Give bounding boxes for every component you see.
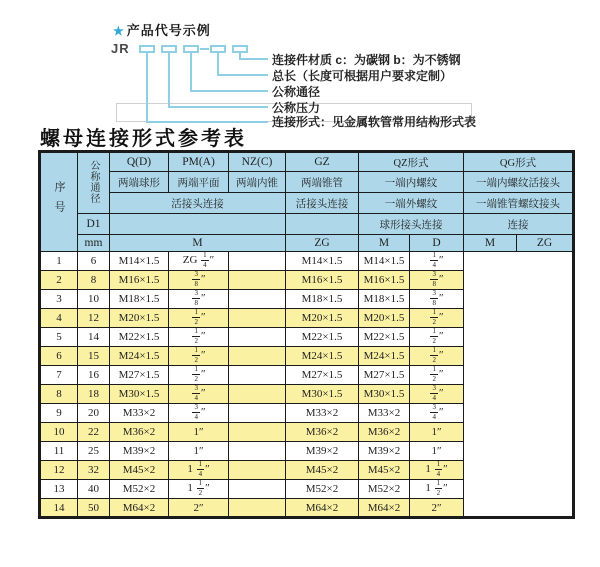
cell-qz-m: [229, 461, 286, 480]
connector-line: [168, 106, 268, 108]
cell-m: M24×1.5: [110, 347, 169, 366]
diagram-title: [113, 20, 211, 39]
code-label-pressure: 公称压力: [272, 101, 321, 115]
cell-gz-zg: $\frac{1}{2}$ ″: [169, 309, 229, 328]
code-box: [232, 45, 248, 53]
cell-qg-zg: 2″: [410, 499, 464, 518]
cell-qg-m: M22×1.5: [359, 328, 410, 347]
cell-qz-d: M16×1.5: [286, 271, 359, 290]
cell-m: M39×2: [110, 442, 169, 461]
cell-mm: 16: [78, 366, 110, 385]
header-qz-m: M: [359, 235, 410, 252]
table-row: [40, 347, 574, 366]
cell-qg-zg: $\frac{3}{8}$ ″: [410, 290, 464, 309]
cell-no: 10: [40, 423, 78, 442]
cell-mm: 15: [78, 347, 110, 366]
cell-qz-m: [229, 442, 286, 461]
table-row: [40, 328, 574, 347]
header-nz-desc: 两端内锥: [229, 172, 286, 193]
cell-qg-m: M18×1.5: [359, 290, 410, 309]
cell-no: 13: [40, 480, 78, 499]
header-form-pm: PM(A): [169, 152, 229, 172]
cell-qg-m: M14×1.5: [359, 252, 410, 271]
header-pm-desc: 两端平面: [169, 172, 229, 193]
header-mm: mm: [78, 235, 110, 252]
connector-line: [217, 74, 268, 76]
cell-m: M33×2: [110, 404, 169, 423]
cell-qg-m: M30×1.5: [359, 385, 410, 404]
code-label-diameter: 公称通径: [272, 85, 321, 99]
cell-qz-d: M20×1.5: [286, 309, 359, 328]
code-box: [210, 45, 226, 53]
header-form-qg: QG形式: [464, 152, 574, 172]
cell-gz-zg: $\frac{1}{2}$ ″: [169, 347, 229, 366]
cell-no: 11: [40, 442, 78, 461]
cell-qz-m: [229, 309, 286, 328]
cell-no: 9: [40, 404, 78, 423]
cell-qz-m: [229, 480, 286, 499]
cell-gz-zg: 2″: [169, 499, 229, 518]
cell-qg-m: M36×2: [359, 423, 410, 442]
cell-qg-m: M39×2: [359, 442, 410, 461]
cell-mm: 20: [78, 404, 110, 423]
cell-qg-m: M24×1.5: [359, 347, 410, 366]
header-qz-desc: 一端内螺纹: [359, 172, 464, 193]
cell-no: 2: [40, 271, 78, 290]
cell-m: M16×1.5: [110, 271, 169, 290]
cell-gz-zg: $\frac{1}{2}$ ″: [169, 328, 229, 347]
cell-qg-m: M45×2: [359, 461, 410, 480]
cell-m: M52×2: [110, 480, 169, 499]
cell-no: 3: [40, 290, 78, 309]
cell-qz-d: M14×1.5: [286, 252, 359, 271]
table-row: [40, 499, 574, 518]
cell-qg-zg: $\frac{3}{4}$ ″: [410, 404, 464, 423]
cell-qz-d: M30×1.5: [286, 385, 359, 404]
table-row: [40, 404, 574, 423]
code-box: [183, 45, 199, 53]
cell-gz-zg: 1 $\frac{1}{2}$ ″: [169, 480, 229, 499]
table-body: [40, 252, 574, 518]
table-row: [40, 423, 574, 442]
cell-m: M30×1.5: [110, 385, 169, 404]
code-label-length: 总长（长度可根据用户要求定制）: [272, 69, 453, 83]
cell-mm: 8: [78, 271, 110, 290]
product-code-prefix: JR: [111, 41, 130, 56]
header-qz-conn: 球形接头连接: [359, 214, 464, 235]
header-form-q: Q(D): [110, 152, 169, 172]
cell-m: M22×1.5: [110, 328, 169, 347]
header-qg-desc: 一端内螺纹活接头: [464, 172, 574, 193]
header-qz-desc2: 一端外螺纹: [359, 193, 464, 214]
cell-m: M27×1.5: [110, 366, 169, 385]
reference-table: [38, 150, 575, 519]
header-blank-gz: [286, 214, 359, 235]
code-label-material: 连接件材质 c：为碳钢 b：为不锈钢: [272, 53, 461, 67]
cell-mm: 50: [78, 499, 110, 518]
cell-gz-zg: 1″: [169, 423, 229, 442]
cell-qg-m: M27×1.5: [359, 366, 410, 385]
cell-qz-d: M24×1.5: [286, 347, 359, 366]
cell-qz-d: M64×2: [286, 499, 359, 518]
cell-qz-d: M36×2: [286, 423, 359, 442]
cell-m: M18×1.5: [110, 290, 169, 309]
cell-qg-m: M16×1.5: [359, 271, 410, 290]
cell-gz-zg: 1 $\frac{1}{4}$ ″: [169, 461, 229, 480]
cell-qz-m: [229, 499, 286, 518]
cell-m: M45×2: [110, 461, 169, 480]
table-row: [40, 252, 574, 271]
table-row: [40, 480, 574, 499]
cell-gz-zg: $\frac{3}{4}$ ″: [169, 404, 229, 423]
cell-mm: 12: [78, 309, 110, 328]
table-row: [40, 366, 574, 385]
cell-qz-d: M27×1.5: [286, 366, 359, 385]
cell-no: 1: [40, 252, 78, 271]
header-blank-qpn: [110, 214, 286, 235]
cell-qg-zg: $\frac{3}{8}$ ″: [410, 271, 464, 290]
cell-no: 6: [40, 347, 78, 366]
cell-qz-m: [229, 347, 286, 366]
star-icon: ★: [113, 24, 125, 38]
code-label-conn-form: 连接形式：见金属软管常用结构形式表: [272, 115, 477, 129]
cell-gz-zg: 1″: [169, 442, 229, 461]
header-qg-zg: ZG: [517, 235, 574, 252]
cell-gz-zg: $\frac{3}{4}$ ″: [169, 385, 229, 404]
cell-qg-zg: 1″: [410, 423, 464, 442]
cell-qz-m: [229, 385, 286, 404]
cell-qz-m: [229, 404, 286, 423]
header-union-conn: 活接头连接: [110, 193, 286, 214]
cell-gz-zg: $\frac{3}{8}$ ″: [169, 271, 229, 290]
table-row: [40, 385, 574, 404]
cell-mm: 40: [78, 480, 110, 499]
connector-line: [239, 58, 268, 60]
header-qg-conn: 连接: [464, 214, 574, 235]
cell-qg-m: M52×2: [359, 480, 410, 499]
table-row: [40, 309, 574, 328]
table-row: [40, 442, 574, 461]
cell-qg-zg: 1″: [410, 442, 464, 461]
cell-mm: 32: [78, 461, 110, 480]
cell-mm: 6: [78, 252, 110, 271]
cell-qz-m: [229, 271, 286, 290]
cell-qg-zg: 1 $\frac{1}{4}$ ″: [410, 461, 464, 480]
connector-line: [217, 53, 219, 75]
code-box: [139, 45, 155, 53]
header-form-gz: GZ: [286, 152, 359, 172]
cell-qz-m: [229, 252, 286, 271]
header-m: M: [110, 235, 286, 252]
cell-qz-d: M33×2: [286, 404, 359, 423]
header-qg-m: M: [464, 235, 517, 252]
header-form-qz: QZ形式: [359, 152, 464, 172]
cell-qg-zg: $\frac{1}{4}$ ″: [410, 252, 464, 271]
header-qz-d: D: [410, 235, 464, 252]
header-d1: D1: [78, 214, 110, 235]
header-q-desc: 两端球形: [110, 172, 169, 193]
cell-qg-zg: $\frac{1}{2}$ ″: [410, 347, 464, 366]
table-header: [40, 152, 574, 252]
cell-qz-m: [229, 366, 286, 385]
cell-gz-zg: $\frac{3}{8}$ ″: [169, 290, 229, 309]
cell-mm: 22: [78, 423, 110, 442]
cell-gz-zg: ZG $\frac{1}{4}$ ″: [169, 252, 229, 271]
cell-qg-zg: $\frac{1}{2}$ ″: [410, 328, 464, 347]
cell-no: 12: [40, 461, 78, 480]
cell-qg-zg: 1 $\frac{1}{2}$ ″: [410, 480, 464, 499]
cell-qz-d: M39×2: [286, 442, 359, 461]
cell-qg-zg: $\frac{1}{2}$ ″: [410, 366, 464, 385]
cell-m: M64×2: [110, 499, 169, 518]
cell-mm: 14: [78, 328, 110, 347]
table-row: [40, 271, 574, 290]
cell-qz-d: M18×1.5: [286, 290, 359, 309]
cell-m: M36×2: [110, 423, 169, 442]
cell-qz-m: [229, 290, 286, 309]
cell-m: M20×1.5: [110, 309, 169, 328]
connector-line: [190, 53, 192, 91]
cell-qz-m: [229, 328, 286, 347]
cell-qg-m: M64×2: [359, 499, 410, 518]
cell-no: 8: [40, 385, 78, 404]
cell-gz-zg: $\frac{1}{2}$ ″: [169, 366, 229, 385]
cell-m: M14×1.5: [110, 252, 169, 271]
table-title: 螺母连接形式参考表: [40, 128, 247, 150]
diagram-title-text: 产品代号示例: [126, 23, 211, 38]
code-separator-dash: [200, 48, 209, 50]
connector-line: [146, 53, 148, 122]
header-gz-desc: 两端锥管: [286, 172, 359, 193]
cell-qz-d: M22×1.5: [286, 328, 359, 347]
connector-line: [190, 90, 268, 92]
cell-qg-m: M33×2: [359, 404, 410, 423]
header-form-nz: NZ(C): [229, 152, 286, 172]
cell-no: 4: [40, 309, 78, 328]
cell-mm: 18: [78, 385, 110, 404]
cell-qg-zg: $\frac{1}{2}$ ″: [410, 309, 464, 328]
code-box: [161, 45, 177, 53]
cell-no: 7: [40, 366, 78, 385]
header-gz-conn: 活接头连接: [286, 193, 359, 214]
cell-no: 5: [40, 328, 78, 347]
cell-qg-m: M20×1.5: [359, 309, 410, 328]
cell-mm: 25: [78, 442, 110, 461]
cell-qz-d: M52×2: [286, 480, 359, 499]
cell-mm: 10: [78, 290, 110, 309]
table-row: [40, 461, 574, 480]
cell-no: 14: [40, 499, 78, 518]
header-qg-desc2: 一端锥管螺纹接头: [464, 193, 574, 214]
connector-line: [168, 53, 170, 107]
table-row: [40, 290, 574, 309]
header-seq: 序号: [40, 152, 78, 252]
header-gz-zg: ZG: [286, 235, 359, 252]
header-nominal-diameter: 公称通径: [78, 152, 110, 214]
cell-qz-d: M45×2: [286, 461, 359, 480]
cell-qz-m: [229, 423, 286, 442]
cell-qg-zg: $\frac{3}{4}$ ″: [410, 385, 464, 404]
